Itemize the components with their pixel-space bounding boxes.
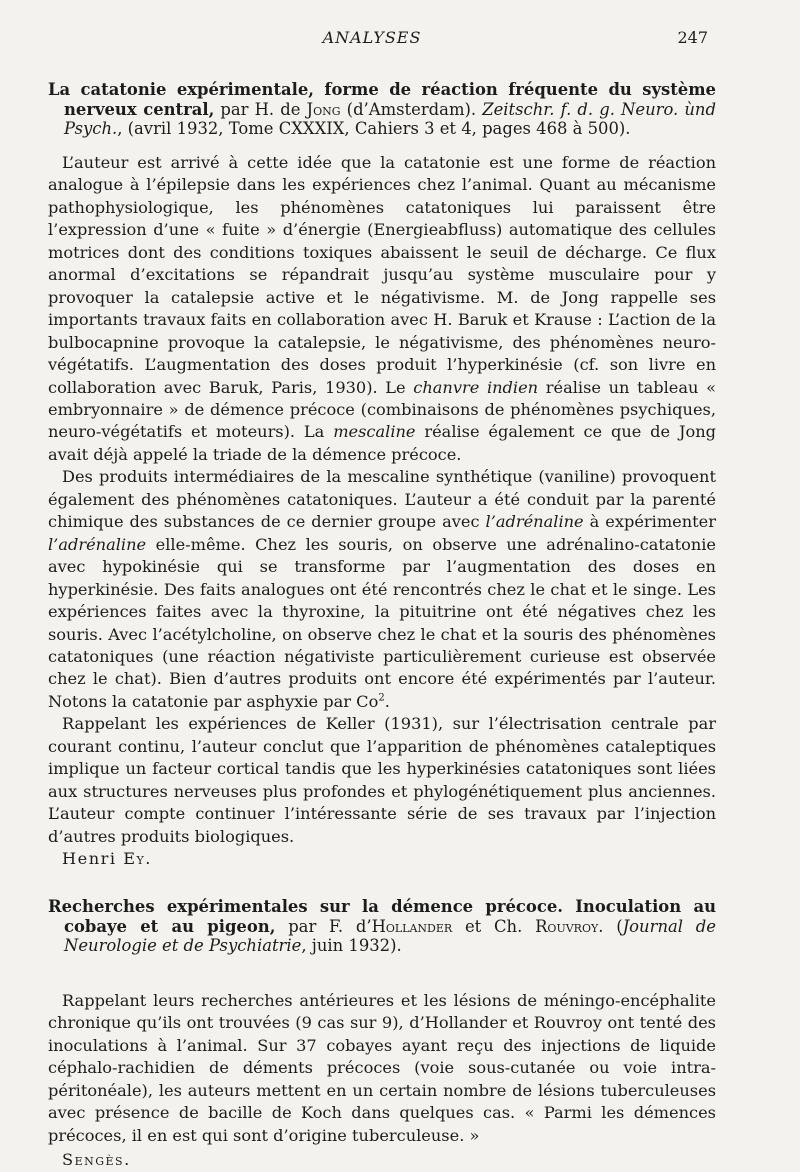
text-run: elle-même. Chez les souris, on observe une adrénalino-catatonie avec hypokinésie qui se transforme par l’augmentation des doses en hyperkinésie. Des faits analogues ont été rencontrés chez le chat et le singe. Les expériences faites avec la thyroxine, la pituitrine ont été négatives chez les souris. Avec l’acétylcholine, on observe chez le chat et la souris des phénomènes catatoniques (une réaction négativiste particulièrement curieuse est observée chez le chat). Bien d’autres produits ont encore été expérimentés par l’auteur. Notons la catatonie par asphyxie par Co	[48, 534, 716, 711]
article-1-paragraph-3: Rappelant les expériences de Keller (1931), sur l’électrisation centrale par courant continu, l’auteur conclut que l’apparition de phénomènes cataleptiques implique un facteur cortical tandis que les hyperkinésies catatoniques sont liées aux structures nerveuses plus profondes et phylogénétiquement plus anciennes. L’auteur compte continuer l’intéressante série de ses travaux par l’injection d’autres produits biologiques.	[48, 714, 716, 846]
article-1-paragraph-1	[48, 152, 716, 466]
text-run: réalise un tableau « embryonnaire » de démence précoce (combinaisons de phénomènes psychiques, neuro-végétatifs et moteurs). La	[48, 377, 716, 442]
page-number: 247	[677, 28, 708, 47]
article-2-by: par F. d’	[275, 916, 372, 936]
running-title: ANALYSES	[322, 28, 422, 47]
running-header	[0, 28, 800, 52]
signature-surname: Ey.	[123, 849, 152, 869]
article-2-author-1: Hollander	[371, 916, 453, 936]
text-run: L’auteur est arrivé à cette idée que la catatonie est une forme de réaction analogue à l’épilepsie dans les expériences chez l’animal. Quant au mécanisme pathophysiologique, les phénomènes catatoniques lui paraissent être l’expression d’une « fuite » d’énergie (Energieabfluss) automatique des cellules motrices dont des conditions toxiques abaissent le seuil de décharge. Ce flux anormal d’excitations se répandrait jusqu’au système musculaire pour y provoquer la catalepsie active et le négativisme. M. de Jong rappelle ses importants travaux faits en collaboration avec H. Baruk et Krause : L’action de la bulbocapnine provoque la catalepsie, le négativisme, des phénomènes neuro-végétatifs. L’augmentation des doses produit l’hyperkinésie (cf. son livre en collaboration avec Baruk, Paris, 1930). Le	[48, 153, 716, 397]
article-1-body	[48, 152, 716, 871]
article-1-by: par H. de	[214, 99, 307, 119]
signature-surname: Sengès.	[62, 1150, 131, 1170]
article-1-author: Jong	[306, 99, 341, 119]
article-1-heading	[48, 80, 716, 139]
article-2	[48, 897, 716, 956]
article-2-citation: , juin 1932).	[301, 936, 402, 955]
article-1-title: La catatonie expérimentale, forme de réaction fréquente du système nerveux central,	[48, 80, 716, 119]
article-1-paragraph-2	[48, 466, 716, 713]
article-1-journal: Zeitschr. f. d. g. Neuro. ùnd Psych.	[64, 99, 716, 138]
superscript: 2	[378, 692, 385, 704]
text-run: Des produits intermédiaires de la mescaline synthétique (vaniline) provoquent également des phénomènes catatoniques. L’auteur a été conduit par la parenté chimique des substances de ce dernier groupe avec	[48, 467, 716, 532]
text-run-italic: l’adrénaline	[48, 534, 147, 554]
article-1-signature	[48, 848, 716, 870]
text-run: à expérimenter	[583, 512, 717, 532]
text-run-italic: l’adrénaline	[485, 512, 584, 532]
article-1-citation: , (avril 1932, Tome CXXXIX, Cahiers 3 et 4, pages 468 à 500).	[117, 119, 631, 138]
article-2-author-2: Rouvroy	[535, 916, 599, 936]
article-2-signature	[48, 1149, 716, 1171]
text-run: .	[384, 691, 390, 711]
signature-first-name: Henri	[62, 849, 124, 869]
text-run-italic: mescaline	[333, 422, 416, 442]
article-2-body	[48, 990, 716, 1172]
article-1	[48, 80, 716, 139]
article-2-and: et Ch.	[452, 916, 536, 936]
article-2-heading	[48, 897, 716, 956]
text-run: réalise également ce que de Jong avait déjà appelé la triade de la démence précoce.	[48, 422, 716, 464]
article-2-paragraph-1: Rappelant leurs recherches antérieures et les lésions de méningo-encéphalite chronique qu’ils ont trouvées (9 cas sur 9), d’Hollander et Rouvroy ont tenté des inoculations à l’animal. Sur 37 cobayes ayant reçu des injections de liquide céphalo-rachidien de déments précoces (voie sous-cutanée ou voie intra-péritonéale), les auteurs mettent en un certain nombre de lésions tuberculeuses avec présence de bacille de Koch dans quelques cas. « Parmi les démences précoces, il en est qui sont d’origine tuberculeuse. »	[48, 991, 716, 1145]
article-1-affiliation: (d’Amsterdam).	[340, 99, 483, 119]
article-2-journal: Journal de Neurologie et de Psychiatrie	[64, 916, 716, 955]
text-run-italic: chanvre indien	[413, 377, 539, 397]
article-2-title: Recherches expérimentales sur la démence précoce. Inoculation au cobaye et au pigeon,	[48, 897, 716, 936]
article-2-paren: . (	[598, 916, 623, 936]
